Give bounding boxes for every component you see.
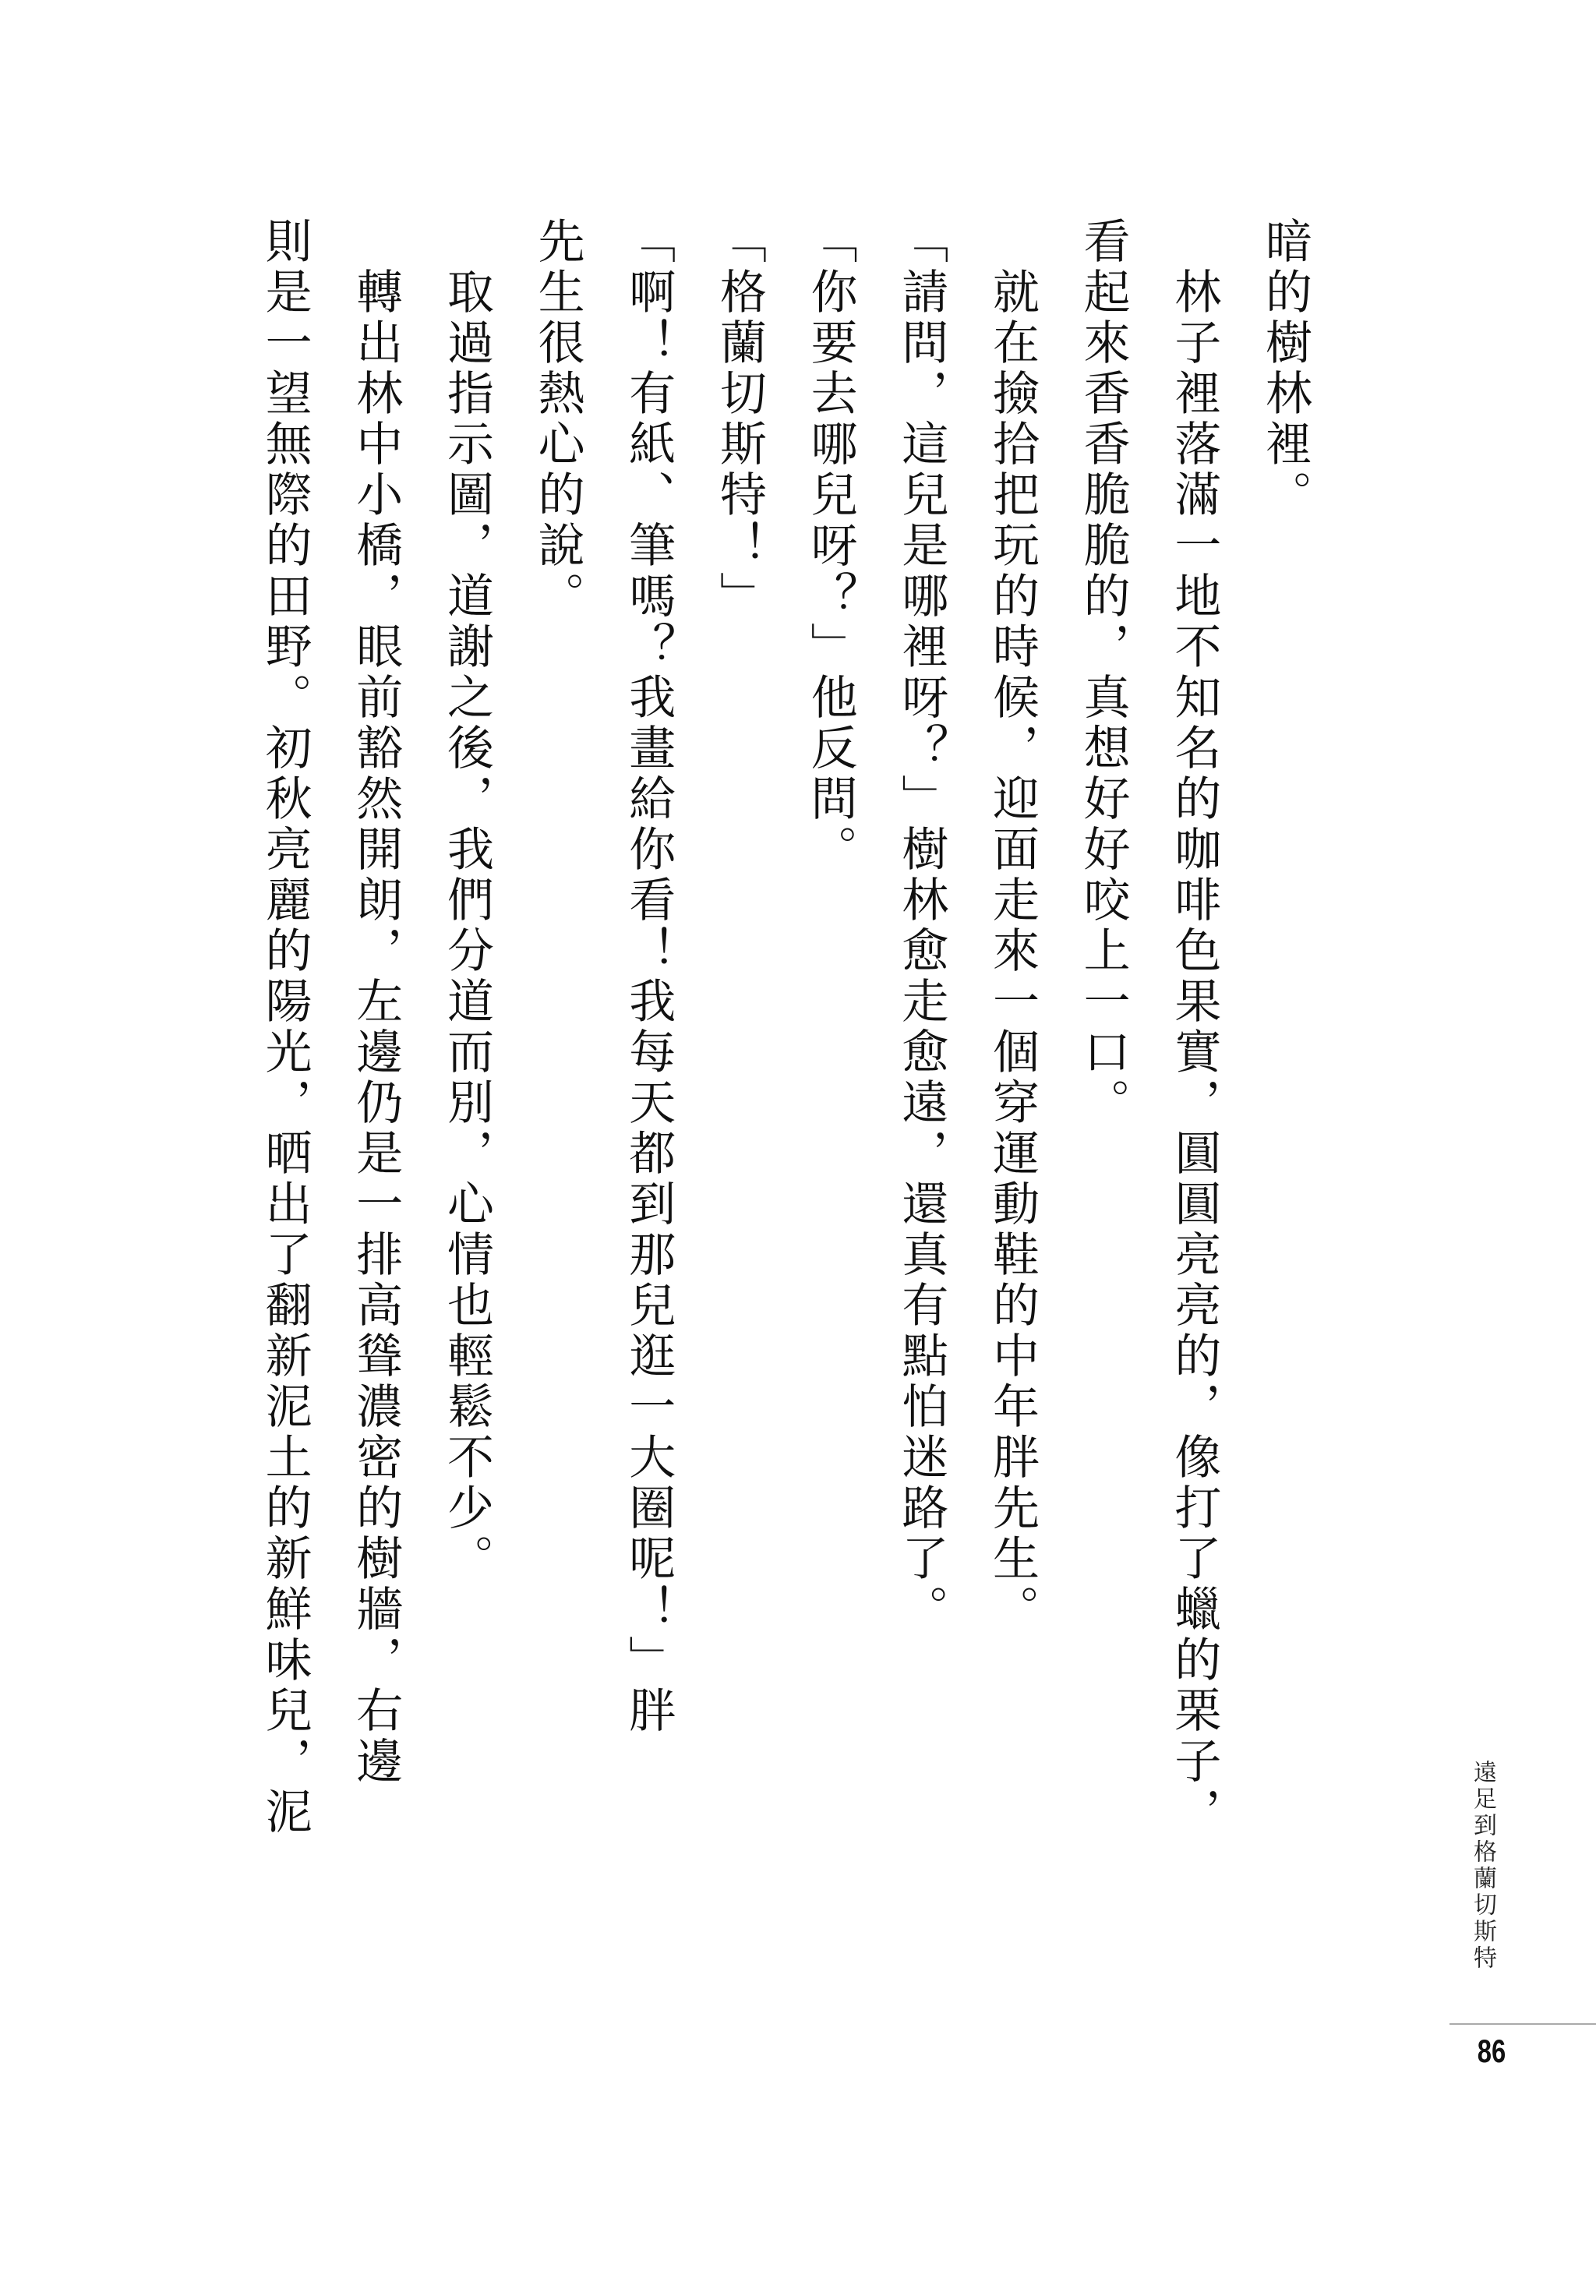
running-head-title: 遠足到格蘭切斯特 xyxy=(1469,1760,1496,1972)
text-line-9: 先生很熱心的說。 xyxy=(530,217,585,622)
text-line-2: 林子裡落滿一地不知名的咖啡色果實，圓圓亮亮的，像打了蠟的栗子， xyxy=(1167,217,1222,1838)
page-number: 86 xyxy=(1477,2033,1506,2069)
text-line-8: 「啊！有紙、筆嗎？我畫給你看！我每天都到那兒逛一大圈呢！」胖 xyxy=(621,217,676,1736)
text-line-5: 「請問，這兒是哪裡呀？」樹林愈走愈遠，還真有點怕迷路了。 xyxy=(894,217,949,1635)
text-line-7: 「格蘭切斯特！」 xyxy=(711,217,767,622)
text-line-1: 暗的樹林裡。 xyxy=(1258,217,1312,521)
text-line-11: 轉出林中小橋，眼前豁然開朗，左邊仍是一排高聳濃密的樹牆，右邊 xyxy=(348,217,404,1787)
text-line-6: 「你要去哪兒呀？」他反問。 xyxy=(803,217,858,875)
vertical-text-body xyxy=(242,217,1333,2134)
text-line-10: 取過指示圖，道謝之後，我們分道而別，心情也輕鬆不少。 xyxy=(439,217,494,1584)
page-number-rule xyxy=(1449,2023,1596,2025)
text-line-3: 看起來香香脆脆的，真想好好咬上一口。 xyxy=(1075,217,1131,1129)
text-line-12: 則是一望無際的田野。初秋亮麗的陽光，晒出了翻新泥土的新鮮味兒，泥 xyxy=(257,217,312,1838)
text-line-4: 就在撿拾把玩的時候，迎面走來一個穿運動鞋的中年胖先生。 xyxy=(984,217,1040,1635)
